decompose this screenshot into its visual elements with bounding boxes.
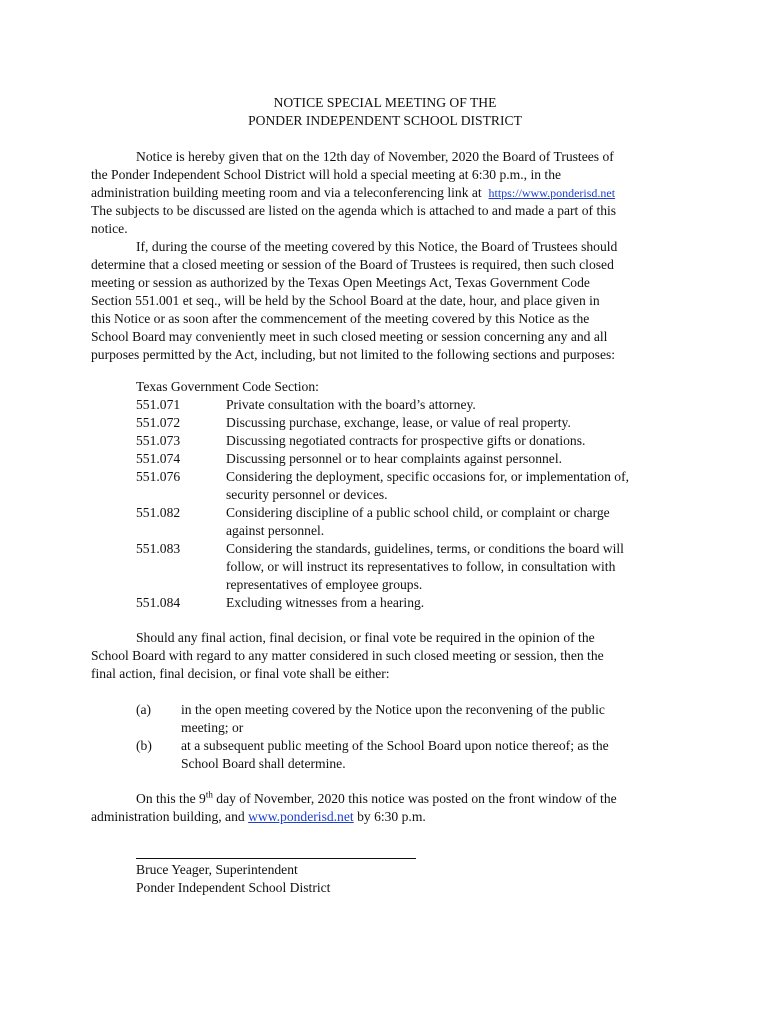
option-text: [181, 737, 676, 773]
section-description-line: Private consultation with the board’s attorney.: [226, 397, 476, 412]
section-description-line: Excluding witnesses from a hearing.: [226, 595, 425, 610]
section-code: 551.083: [136, 541, 181, 556]
section-description: [226, 540, 696, 594]
signature-line: [136, 858, 416, 859]
signatory-organization: Ponder Independent School District: [136, 880, 331, 895]
section-description-line: Discussing personnel or to hear complaints against personnel.: [226, 451, 562, 466]
notice-line: [91, 184, 676, 202]
section-description: [226, 504, 696, 540]
title-line-1: NOTICE SPECIAL MEETING OF THE: [273, 95, 497, 110]
closed-meeting-line: Section 551.001 et seq., will be held by the School Board at the date, hour, and place given in: [91, 293, 600, 308]
posting-paragraph: [91, 790, 691, 826]
section-item: [136, 540, 696, 594]
notice-line: notice.: [91, 221, 128, 236]
option-line: in the open meeting covered by the Notice upon the reconvening of the public: [181, 702, 605, 717]
section-description: [226, 414, 696, 432]
option-item: [136, 737, 676, 773]
code-section-list: [136, 378, 696, 612]
final-action-line: School Board with regard to any matter considered in such closed meeting or session, then the: [91, 648, 604, 663]
section-code: 551.074: [136, 451, 181, 466]
final-action-line: Should any final action, final decision, or final vote be required in the opinion of the: [136, 630, 595, 645]
closed-meeting-line: purposes permitted by the Act, including, but not limited to the following sections and purposes:: [91, 347, 616, 362]
final-action-options: [136, 701, 676, 773]
section-item: [136, 432, 696, 450]
section-description: [226, 594, 696, 612]
posting-prefix: On this the 9: [136, 791, 206, 806]
posting-line: [91, 808, 691, 826]
section-item: [136, 414, 696, 432]
notice-line: The subjects to be discussed are listed on the agenda which is attached to and made a part of this: [91, 203, 617, 218]
section-description-line: follow, or will instruct its representatives to follow, in consultation with: [226, 559, 616, 574]
section-description-line: Considering the deployment, specific occasions for, or implementation of,: [226, 469, 630, 484]
section-description: [226, 432, 696, 450]
section-item: [136, 468, 696, 504]
section-description-line: representatives of employee groups.: [226, 577, 423, 592]
posting-suffix: day of November, 2020 this notice was posted on the front window of the: [212, 791, 617, 806]
section-description-line: against personnel.: [226, 523, 325, 538]
option-line: School Board shall determine.: [181, 756, 346, 771]
posting-ordinal: th: [205, 789, 213, 800]
website-link[interactable]: https://www.ponderisd.net: [488, 186, 616, 200]
document-title: [0, 94, 770, 130]
section-code: 551.073: [136, 433, 181, 448]
option-text: [181, 701, 676, 737]
section-description-line: Considering the standards, guidelines, terms, or conditions the board will: [226, 541, 624, 556]
notice-line-text: administration building meeting room and via a teleconferencing link at: [91, 185, 482, 200]
section-description-line: Considering discipline of a public school child, or complaint or charge: [226, 505, 610, 520]
option-line: meeting; or: [181, 720, 244, 735]
section-description-line: security personnel or devices.: [226, 487, 388, 502]
website-link[interactable]: www.ponderisd.net: [248, 809, 354, 824]
final-action-paragraph: [91, 629, 681, 683]
section-code: 551.082: [136, 505, 181, 520]
section-description-line: Discussing negotiated contracts for prospective gifts or donations.: [226, 433, 586, 448]
section-item: [136, 396, 696, 414]
section-code: 551.084: [136, 595, 181, 610]
posting-line2-prefix: administration building, and: [91, 809, 249, 824]
closed-meeting-line: If, during the course of the meeting covered by this Notice, the Board of Trustees should: [136, 239, 618, 254]
signatory-name: Bruce Yeager, Superintendent: [136, 862, 298, 877]
section-code: 551.071: [136, 397, 181, 412]
section-item: [136, 504, 696, 540]
section-item: [136, 594, 696, 612]
option-letter: (b): [136, 738, 152, 753]
closed-meeting-line: this Notice or as soon after the commencement of the meeting covered by this Notice as the: [91, 311, 590, 326]
section-item: [136, 450, 696, 468]
final-action-line: final action, final decision, or final vote shall be either:: [91, 666, 390, 681]
section-description: [226, 396, 696, 414]
posting-line2-suffix: by 6:30 p.m.: [353, 809, 426, 824]
notice-paragraph: [91, 148, 676, 364]
section-code: 551.072: [136, 415, 181, 430]
closed-meeting-line: meeting or session as authorized by the Texas Open Meetings Act, Texas Government Code: [91, 275, 590, 290]
posting-line: [91, 790, 691, 808]
closed-meeting-line: School Board may conveniently meet in such closed meeting or session concerning any and all: [91, 329, 608, 344]
section-description: [226, 450, 696, 468]
section-description-line: Discussing purchase, exchange, lease, or value of real property.: [226, 415, 571, 430]
closed-meeting-line: determine that a closed meeting or session of the Board of Trustees is required, then such closed: [91, 257, 614, 272]
section-code: 551.076: [136, 469, 181, 484]
option-line: at a subsequent public meeting of the School Board upon notice thereof; as the: [181, 738, 609, 753]
notice-line: the Ponder Independent School District will hold a special meeting at 6:30 p.m., in the: [91, 167, 562, 182]
notice-line: Notice is hereby given that on the 12th day of November, 2020 the Board of Trustees of: [136, 149, 614, 164]
section-heading: Texas Government Code Section:: [136, 379, 319, 394]
option-letter: (a): [136, 702, 152, 717]
option-item: [136, 701, 676, 737]
section-description: [226, 468, 696, 504]
signature-block: [136, 861, 330, 897]
title-line-2: PONDER INDEPENDENT SCHOOL DISTRICT: [248, 113, 522, 128]
